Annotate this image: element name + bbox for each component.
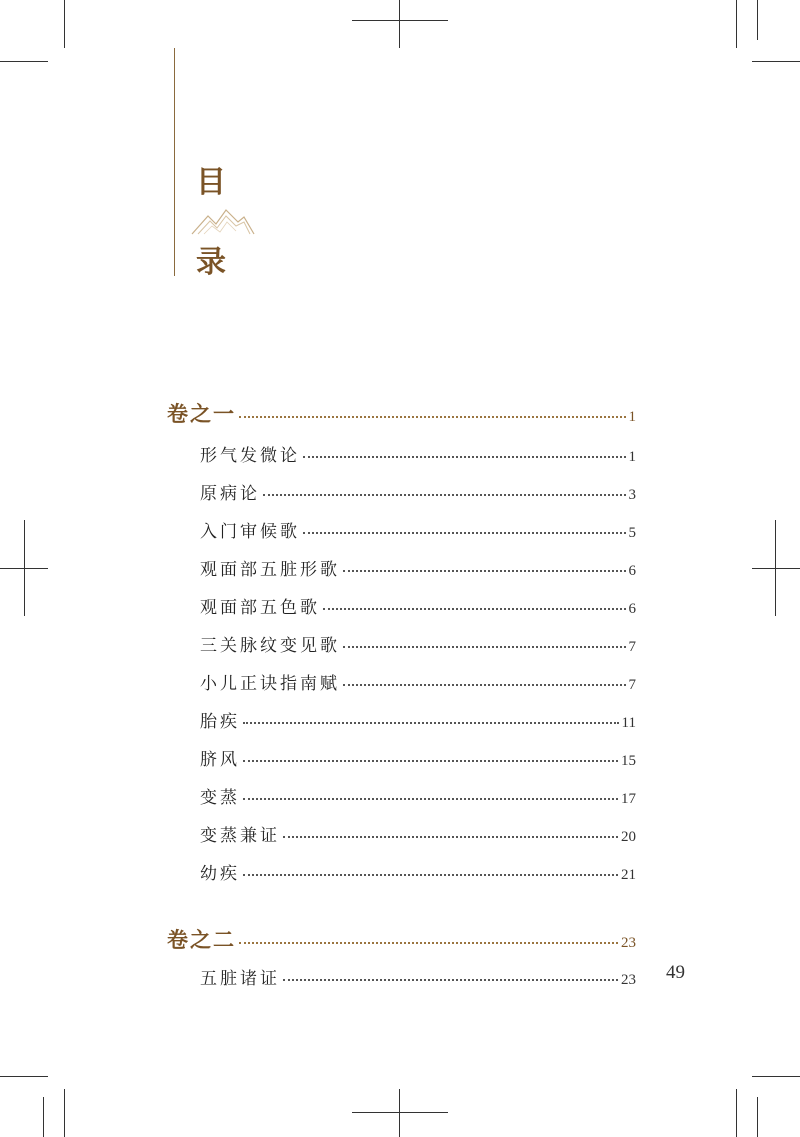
toc-entry-title: 变蒸兼证 [200, 826, 280, 846]
heading-rule [174, 48, 175, 276]
dot-leader [343, 684, 626, 686]
toc-entry-row[interactable] [200, 517, 636, 542]
dot-leader [243, 798, 618, 800]
dot-leader [243, 722, 619, 724]
toc-entry-title: 观面部五脏形歌 [200, 560, 340, 580]
toc-section-title: 卷之二 [167, 927, 236, 952]
toc-page-number: 6 [628, 601, 636, 617]
toc-page-number: 15 [621, 753, 636, 769]
toc-entry-title: 三关脉纹变见歌 [200, 636, 340, 656]
mountain-ornament-icon [190, 206, 256, 236]
toc-entry-row[interactable] [200, 859, 636, 884]
toc-page-number: 23 [621, 935, 636, 951]
dot-leader [243, 874, 618, 876]
toc-entry-row[interactable] [200, 821, 636, 846]
toc-entry-row[interactable] [200, 593, 636, 618]
toc-entry-row[interactable] [200, 479, 636, 504]
toc-page-number: 1 [628, 409, 636, 425]
toc-section-row[interactable] [167, 924, 636, 954]
toc-entry-title: 小儿正诀指南赋 [200, 674, 340, 694]
dot-leader [303, 456, 626, 458]
toc-entry-title: 胎疾 [200, 712, 240, 732]
dot-leader [283, 836, 618, 838]
toc-entry-title: 变蒸 [200, 788, 240, 808]
dot-leader [243, 760, 618, 762]
toc-entry-title: 五脏诸证 [200, 969, 280, 989]
dot-leader [303, 532, 626, 534]
dot-leader [239, 942, 618, 944]
toc-entry-row[interactable] [200, 745, 636, 770]
toc-page-number: 17 [621, 791, 636, 807]
toc-page-number: 11 [621, 715, 636, 731]
toc-page-number: 3 [628, 487, 636, 503]
toc-entry-title: 观面部五色歌 [200, 598, 320, 618]
dot-leader [323, 608, 626, 610]
heading-char-lu: 录 [196, 245, 226, 280]
toc-page-number: 7 [628, 639, 636, 655]
toc-section-title: 卷之一 [167, 401, 236, 426]
toc-page-number: 1 [628, 449, 636, 465]
toc-entry-title: 形气发微论 [200, 446, 300, 466]
dot-leader [263, 494, 626, 496]
toc-page-number: 20 [621, 829, 636, 845]
toc-entry-row[interactable] [200, 555, 636, 580]
toc-entry-row[interactable] [200, 964, 636, 989]
toc-entry-row[interactable] [200, 631, 636, 656]
page-number: 49 [666, 962, 685, 983]
dot-leader [239, 416, 626, 418]
toc-page-number: 23 [621, 972, 636, 988]
toc-entry-title: 脐风 [200, 750, 240, 770]
dot-leader [343, 646, 626, 648]
dot-leader [283, 979, 618, 981]
toc-entry-title: 幼疾 [200, 864, 240, 884]
toc-entry-row[interactable] [200, 441, 636, 466]
toc-page-number: 6 [628, 563, 636, 579]
dot-leader [343, 570, 626, 572]
toc-entry-row[interactable] [200, 707, 636, 732]
toc-page-number: 5 [628, 525, 636, 541]
toc-entry-row[interactable] [200, 669, 636, 694]
toc-page-number: 7 [628, 677, 636, 693]
toc-entry-title: 入门审候歌 [200, 522, 300, 542]
toc-page-number: 21 [621, 867, 636, 883]
toc-section-row[interactable] [167, 398, 636, 428]
toc-entry-title: 原病论 [200, 484, 260, 504]
toc-entry-row[interactable] [200, 783, 636, 808]
heading-char-mu: 目 [196, 165, 226, 200]
